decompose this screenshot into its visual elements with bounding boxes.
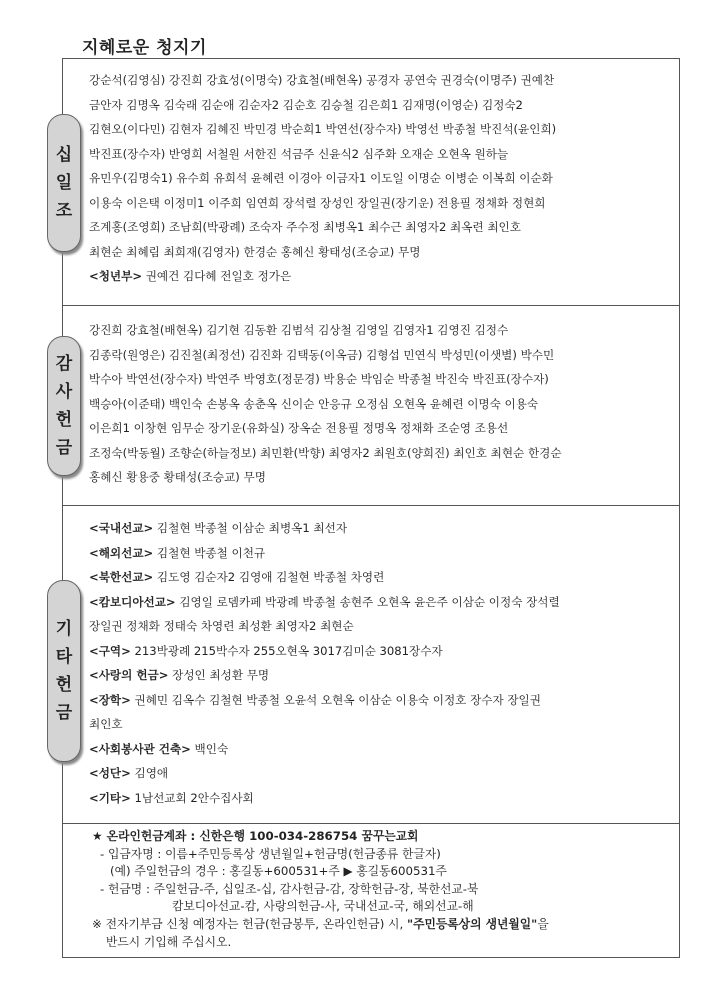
online-offering-info [92,828,672,951]
thanks-offering-name-list [89,318,664,490]
name-list-line [89,264,664,289]
name-list-line [89,516,664,541]
name-list-line [89,712,664,737]
category-label: <성단> [89,766,131,780]
names-text: 금안자 김명옥 김숙래 김순애 김순자2 김순호 김승철 김은희1 김재명(이영순) 김정숙2 [89,97,523,112]
notice-line-1 [92,916,672,934]
account-line: ★ 온라인헌금계좌 : 신한은행 100-034-286754 꿈꾸는교회 [92,829,419,843]
other-offering-name-list [89,516,664,810]
names-text: 최인호 [89,717,123,731]
name-list-line [89,639,664,664]
category-label: <북한선교> [89,570,154,584]
names-text: 김영애 [130,766,169,780]
tab-char: 헌 [55,675,73,695]
names-text: 유민우(김명숙1) 유수희 유희석 윤혜련 이경아 이금자1 이도일 이명순 이병순 이복희 이순화 [89,171,553,185]
name-list-line [89,663,664,688]
depositor-example: (예) 주일헌금의 경우 : 홍길동+600531+주 ▶ 홍길동600531주 [110,864,447,879]
name-list-line [89,367,664,392]
names-text: 장성인 최성환 무명 [168,668,270,682]
names-text: 권혜민 김옥수 김철현 박종철 오윤석 오현옥 이삼순 이용숙 이정호 장수자 장일권 [130,692,541,707]
names-text: 이용숙 이은택 이정미1 이주희 임연희 장석렬 장성인 장일권(장기운) 전용필 정채화 정현희 [89,195,546,210]
name-list-line [89,191,664,216]
tab-char: 타 [55,647,73,667]
tab-char: 금 [55,438,73,458]
names-text: 홍혜신 황용중 황태성(조승교) 무명 [89,470,266,484]
name-list-line [89,565,664,590]
category-label: <국내선교> [89,521,154,535]
notice-text: ※ 전자기부금 신청 예정자는 헌금(헌금봉투, 온라인헌금) 시, [92,916,407,931]
other-offering-section-tab [47,580,81,762]
offering-types-line-2: 캄보디아선교-캄, 사랑의헌금-사, 국내선교-국, 해외선교-해 [172,899,474,914]
names-text: 김도영 김순자2 김영애 김철현 박종철 차영련 [153,570,385,584]
names-text: 백승아(이준태) 백인숙 손봉옥 송춘옥 신이순 안응규 오정심 오현옥 윤혜련 이명숙 이용숙 [89,396,539,411]
page-title: 지혜로운 청지기 [82,38,207,58]
notice-line-2: 반드시 기입해 주십시오. [106,934,232,949]
category-label: <사회봉사관 건축> [89,741,191,756]
name-list-line [89,761,664,786]
name-list-line [89,318,664,343]
name-list-line [89,142,664,167]
name-list-line [89,441,664,466]
names-text: 강진희 강효철(배현옥) 김기현 김동환 김범석 김상철 김영일 김영자1 김영진 김정수 [89,323,509,337]
category-label: <해외선교> [89,545,154,560]
names-text: 213박광례 215박수자 255오현옥 3017김미순 3081장수자 [130,643,443,658]
name-list-line [89,392,664,417]
tab-char: 금 [55,703,73,723]
name-list-line [89,416,664,441]
names-text: 장일권 정채화 정태숙 차영련 최성환 최영자2 최현순 [89,619,354,633]
names-text: 조계홍(조영희) 조남희(박광례) 조숙자 주수정 최병옥1 최수근 최영자2 최옥련 최인호 [89,220,521,234]
names-text: 김철현 박종철 이천규 [153,545,266,560]
tab-char: 일 [55,173,73,193]
names-text: 김영일 로뎀카페 박광례 박종철 송현주 오현옥 윤은주 이삼순 이정숙 장석렬 [175,594,560,609]
name-list-line [89,68,664,93]
thanks-offering-section-tab [47,336,81,476]
name-list-line [89,240,664,265]
category-label: <기타> [89,790,131,805]
name-list-line [89,786,664,811]
names-text: 김철현 박종철 이삼순 최병옥1 최선자 [153,521,348,535]
category-label: <장학> [89,692,131,707]
tab-char: 감 [55,354,73,374]
category-label: <청년부> [89,269,143,283]
name-list-line [89,688,664,713]
name-list-line [89,614,664,639]
name-list-line [89,343,664,368]
name-list-line [89,215,664,240]
name-list-line [89,541,664,566]
tithe-name-list [89,68,664,289]
name-list-line [89,465,664,490]
name-list-line [89,93,664,118]
tab-char: 기 [55,619,73,639]
name-list-line [89,166,664,191]
names-text: 1남선교회 2안수집사회 [130,790,254,805]
names-text: 이은희1 이창현 임무순 장기운(유화실) 장옥순 전용필 정명옥 정채화 조순영 조용선 [89,421,509,435]
offering-types-line-1: - 헌금명 : 주일헌금-주, 십일조-십, 감사헌금-감, 장학헌금-장, 북한선교-북 [100,881,479,896]
category-label: <캄보디아선교> [89,594,176,609]
category-label: <구역> [89,643,131,658]
names-text: 최현순 최혜림 최희재(김영자) 한경순 홍혜신 황태성(조승교) 무명 [89,244,421,259]
names-text: 강순석(김영심) 강진희 강효성(이명숙) 강효철(배현옥) 공경자 공연숙 권경숙(이명주) 권예찬 [89,73,555,87]
names-text: 박진표(장수자) 반영희 서철원 서한진 석금주 신윤식2 심주화 오재순 오현옥 원하늘 [89,146,509,161]
notice-text-end: 을 [537,916,549,931]
names-text: 조정숙(박동월) 조향순(하늘정보) 최민환(박향) 최영자2 최원호(양희진) 최인호 최현순 한경순 [89,445,562,460]
tab-char: 십 [55,145,73,165]
tab-char: 사 [55,382,73,402]
name-list-line [89,737,664,762]
name-list-line [89,117,664,142]
depositor-name-rule: - 입금자명 : 이름+주민등록상 생년월일+헌금명(헌금종류 한글자) [100,846,441,861]
name-list-line [89,590,664,615]
category-label: <사랑의 헌금> [89,668,169,682]
names-text: 백인숙 [190,741,229,756]
tab-char: 조 [55,201,73,221]
tithe-section-tab [47,114,81,252]
names-text: 김현오(이다민) 김현자 김혜진 박민경 박순희1 박연선(장수자) 박영선 박종철 박진석(윤인희) [89,122,557,136]
names-text: 박수아 박연선(장수자) 박연주 박영호(정문경) 박용순 박임순 박종철 박진숙 박진표(장수자) [89,372,549,386]
names-text: 김종락(원영은) 김진철(최정선) 김진화 김택동(이옥금) 김형섭 민연식 박성민(이샛별) 박수민 [89,347,555,362]
notice-emphasis: "주민등록상의 생년월일" [406,916,538,931]
tab-char: 헌 [55,410,73,430]
names-text: 권예건 김다혜 전일호 정가은 [142,269,292,283]
